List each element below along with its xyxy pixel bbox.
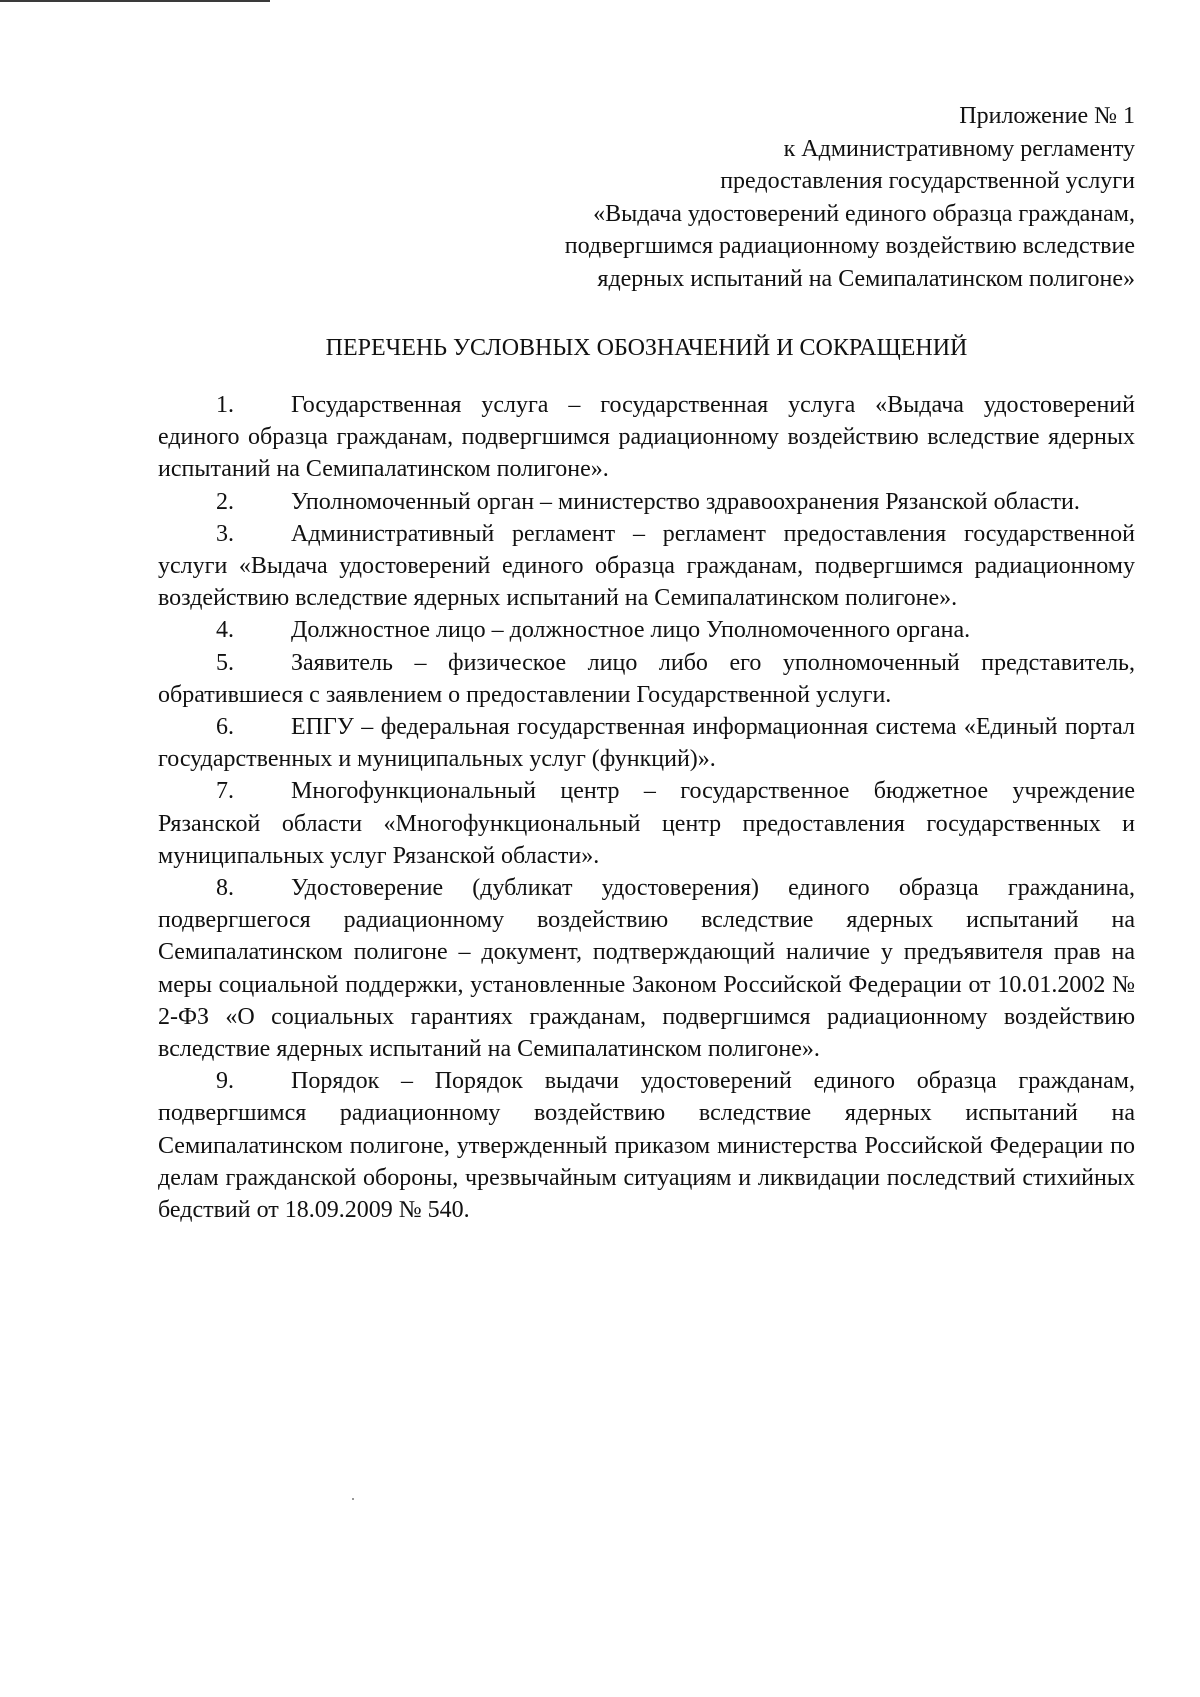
- appendix-header: [158, 100, 1135, 295]
- list-item: [158, 775, 1135, 872]
- list-item: [158, 486, 1135, 518]
- list-item: [158, 518, 1135, 615]
- list-item: [158, 872, 1135, 1065]
- item-text: Государственная услуга – государственная услуга «Выдача удостоверений единого образца гражданам, подвергшимся радиационному воздействию вследствие ядерных испытаний на Семипалатинском полигоне».: [158, 392, 1135, 483]
- abbreviation-list: [158, 389, 1135, 1226]
- item-text: Удостоверение (дубликат удостоверения) единого образца гражданина, подвергшегося радиационному воздействию вследствие ядерных испытаний на Семипалатинском полигоне – документ, подтверждающий наличие у предъявителя прав на меры социальной поддержки, установленные Законом Российской Федерации от 10.01.2002 № 2-ФЗ «О социальных гарантиях гражданам, подвергшимся радиационному воздействию вследствие ядерных испытаний на Семипалатинском полигоне».: [158, 875, 1135, 1063]
- item-number: 6.: [216, 714, 234, 741]
- item-text: Порядок – Порядок выдачи удостоверений единого образца гражданам, подвергшимся радиационному воздействию вследствие ядерных испытаний на Семипалатинском полигоне, утвержденный приказом министерства Российской Федерации по делам гражданской обороны, чрезвычайным ситуациям и ликвидации последствий стихийных бедствий от 18.09.2009 № 540.: [158, 1068, 1135, 1224]
- scan-speck: [352, 1498, 354, 1500]
- appendix-line: к Административному регламенту: [783, 135, 1135, 162]
- item-number: 3.: [216, 520, 234, 547]
- item-number: 7.: [216, 778, 234, 805]
- item-number: 9.: [216, 1068, 234, 1095]
- appendix-line: предоставления государственной услуги: [720, 168, 1135, 194]
- list-item: [158, 1065, 1135, 1226]
- item-text: Уполномоченный орган – министерство здравоохранения Рязанской области.: [291, 488, 1080, 515]
- item-number: 1.: [216, 392, 234, 418]
- list-item: [158, 711, 1135, 775]
- list-item: [158, 647, 1135, 711]
- scan-edge-mark: [0, 0, 270, 2]
- item-number: 8.: [216, 875, 234, 902]
- item-number: 4.: [216, 617, 234, 644]
- item-text: Заявитель – физическое лицо либо его уполномоченный представитель, обратившиеся с заявлением о предоставлении Государственной услуги.: [158, 649, 1135, 708]
- item-number: 2.: [216, 488, 234, 515]
- appendix-line: Приложение № 1: [959, 103, 1135, 129]
- appendix-line: ядерных испытаний на Семипалатинском полигоне»: [597, 265, 1135, 292]
- list-item: [158, 614, 1135, 646]
- appendix-line: подвергшимся радиационному воздействию вследствие: [564, 233, 1135, 259]
- item-text: Административный регламент – регламент предоставления государственной услуги «Выдача удостоверений единого образца гражданам, подвергшимся радиационному воздействию вследствие ядерных испытаний на Семипалатинском полигоне».: [158, 520, 1135, 612]
- appendix-line: «Выдача удостоверений единого образца гражданам,: [593, 200, 1135, 227]
- item-text: Многофункциональный центр – государственное бюджетное учреждение Рязанской области «Многофункциональный центр предоставления государственных и муниципальных услуг Рязанской области».: [158, 778, 1135, 869]
- item-text: ЕПГУ – федеральная государственная информационная система «Единый портал государственных и муниципальных услуг (функций)».: [158, 714, 1135, 773]
- item-number: 5.: [216, 649, 234, 676]
- item-text: Должностное лицо – должностное лицо Уполномоченного органа.: [291, 617, 971, 644]
- document-title: ПЕРЕЧЕНЬ УСЛОВНЫХ ОБОЗНАЧЕНИЙ И СОКРАЩЕНИЙ: [325, 335, 968, 361]
- list-item: [158, 389, 1135, 486]
- document-page: [158, 100, 1135, 1226]
